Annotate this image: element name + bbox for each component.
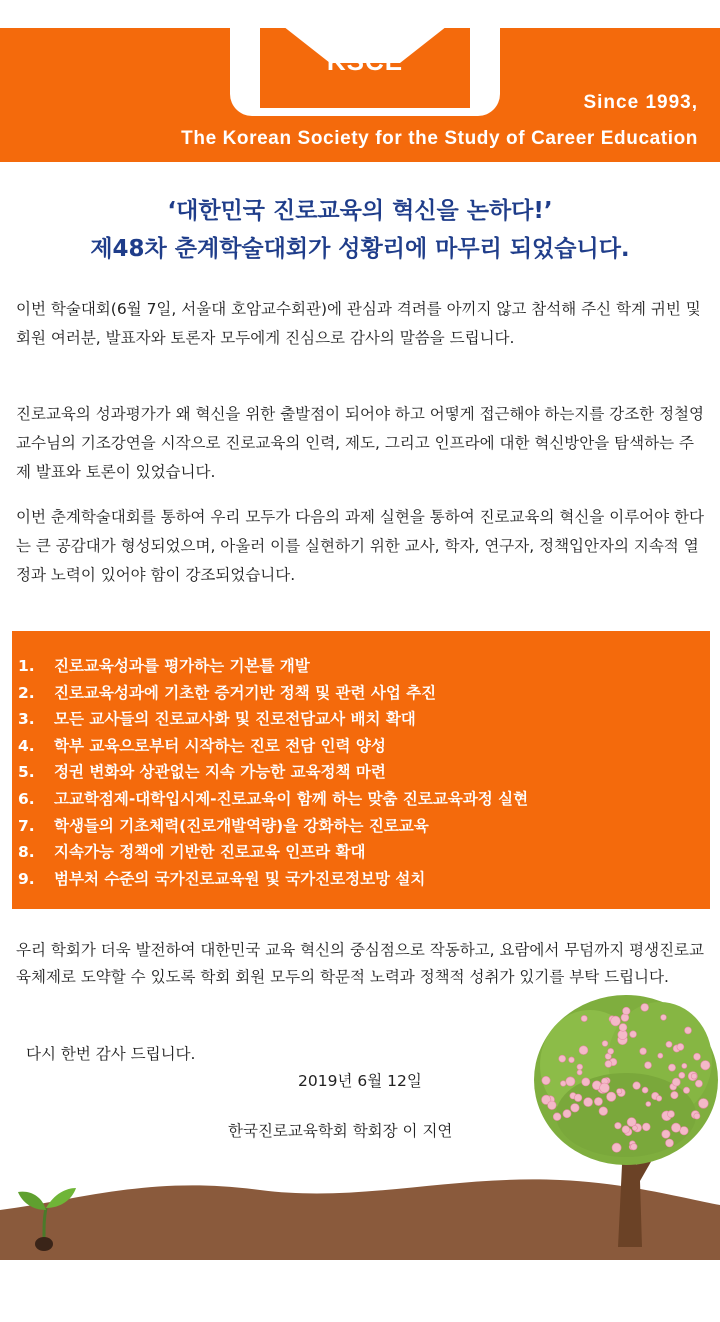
blossom-flower <box>569 1057 575 1063</box>
task-text: 범부처 수준의 국가진로교육원 및 국가진로정보망 설치 <box>54 869 426 888</box>
blossom-flower <box>602 1041 608 1047</box>
blossom-flower <box>571 1104 580 1113</box>
blossom-flower <box>577 1070 582 1075</box>
blossom-flower <box>600 1083 610 1093</box>
blossom-flower <box>617 1089 622 1094</box>
blossom-flower <box>640 1048 647 1055</box>
society-name: The Korean Society for the Study of Career Education <box>181 128 698 149</box>
blossom-flower <box>694 1053 701 1060</box>
header-banner <box>0 28 720 162</box>
blossom-flower <box>699 1099 709 1109</box>
blossom-flower <box>685 1027 692 1034</box>
blossom-flower <box>584 1098 593 1107</box>
task-item <box>18 839 528 866</box>
signature-line: 한국진로교육학회 학회장 이 지연 <box>228 1122 453 1140</box>
blossom-flower <box>599 1107 608 1116</box>
task-list-box <box>12 631 710 909</box>
task-number: 3. <box>18 710 35 729</box>
blossom-flower <box>623 1007 631 1015</box>
blossom-flower <box>612 1143 621 1152</box>
date-line: 2019년 6월 12일 <box>298 1072 422 1090</box>
blossom-flower <box>683 1087 689 1093</box>
task-item <box>18 759 528 786</box>
blossom-flower <box>582 1078 590 1086</box>
closing-paragraph: 우리 학회가 더욱 발전하여 대한민국 교육 혁신의 중심점으로 작동하고, 요람에서 무덤까지 평생진로교육체제로 도약할 수 있도록 학회 회원 모두의 학문적 노력과 정책적 성취가 있기를 부탁 드립니다. <box>16 941 704 986</box>
blossom-flower <box>548 1101 557 1110</box>
headline-line-2: 제48차 춘계학술대회가 성황리에 마무리 되었습니다. <box>90 236 630 262</box>
blossom-flower <box>641 1004 649 1012</box>
blossom-flower <box>566 1077 575 1086</box>
blossom-flower <box>581 1015 587 1021</box>
task-text: 진로교육성과에 기초한 증거기반 정책 및 관련 사업 추진 <box>54 683 437 702</box>
blossom-flower <box>607 1092 616 1101</box>
blossom-flower <box>579 1046 588 1055</box>
blossom-flower <box>671 1091 678 1098</box>
task-item <box>18 653 528 680</box>
task-text: 진로교육성과를 평가하는 기본틀 개발 <box>54 657 310 675</box>
task-number: 9. <box>18 869 35 888</box>
blossom-flower <box>661 1015 667 1021</box>
task-number: 4. <box>18 736 35 755</box>
blossom-flower <box>619 1024 627 1032</box>
headline-line-1: ‘대한민국 진로교육의 혁신을 논하다!’ <box>167 198 553 224</box>
paragraph-consensus: 이번 춘계학술대회를 통하여 우리 모두가 다음의 과제 실현을 통하여 진로교육의 혁신을 이루어야 한다는 큰 공감대가 형성되었으며, 아울러 이를 실현하기 위한 교사, 학자, 연구자, 정책입안자의 지속적 열정과 노력이 있어야 함이 강조되었습니다. <box>16 508 704 584</box>
task-text: 정권 변화와 상관없는 지속 가능한 교육정책 마련 <box>54 763 386 782</box>
blossom-flower <box>645 1062 652 1069</box>
blossom-flower <box>632 1125 637 1130</box>
blossom-flower <box>563 1110 571 1118</box>
blossom-flower <box>630 1031 637 1038</box>
task-list <box>18 653 528 892</box>
blossom-flower <box>680 1127 688 1135</box>
task-item <box>18 813 528 840</box>
blossom-flower <box>682 1063 687 1068</box>
task-item <box>18 866 528 893</box>
blossom-flower <box>679 1072 685 1078</box>
task-number: 8. <box>18 843 35 862</box>
blossom-flower <box>671 1123 680 1132</box>
blossom-flower <box>577 1064 583 1070</box>
blossom-flower <box>542 1076 550 1084</box>
task-text: 고교학점제-대학입시제-진로교육이 함께 하는 맞춤 진로교육과정 실현 <box>54 789 529 808</box>
blossom-flower <box>666 1139 674 1147</box>
blossom-flower <box>560 1081 566 1087</box>
task-text: 모든 교사들의 진로교사화 및 진로전담교사 배치 확대 <box>54 710 416 729</box>
blossom-flower <box>691 1073 697 1079</box>
paragraph-thanks: 이번 학술대회(6월 7일, 서울대 호암교수회관)에 관심과 격려를 아끼지 않고 참석해 주신 학계 귀빈 및 회원 여러분, 발표자와 토론자 모두에게 진심으로 감사의 말씀을 드립니다. <box>16 300 701 347</box>
task-text: 학생들의 기초체력(진로개발역량)을 강화하는 진로교육 <box>54 816 429 835</box>
task-item <box>18 706 528 733</box>
blossom-flower <box>658 1053 663 1058</box>
blossom-flower <box>642 1123 650 1131</box>
blossom-flower <box>574 1094 582 1102</box>
blossom-flower <box>668 1064 675 1071</box>
blossom-flower <box>622 1126 630 1134</box>
blossom-flower <box>615 1122 622 1129</box>
task-item <box>18 680 528 707</box>
blossom-flower <box>594 1097 602 1105</box>
blossom-flower <box>642 1087 648 1093</box>
logo-text: KSCE <box>326 46 404 76</box>
blossom-flower <box>656 1096 662 1102</box>
task-item <box>18 733 528 760</box>
paragraph-keynote: 진로교육의 성과평가가 왜 혁신을 위한 출발점이 되어야 하고 어떻게 접근해야 하는지를 강조한 정철영 교수님의 기조강연을 시작으로 진로교육의 인력, 제도, 그리고 인프라에 대한 혁신방안을 탐색하는 주제 발표와 토론이 있었습니다. <box>16 405 704 481</box>
blossom-flower <box>672 1078 680 1086</box>
blossom-flower <box>695 1080 702 1087</box>
blossom-flower <box>666 1041 672 1047</box>
task-number: 2. <box>18 683 35 702</box>
blossom-flower <box>633 1082 641 1090</box>
task-number: 6. <box>18 789 35 808</box>
blossom-flower <box>694 1113 700 1119</box>
task-number: 1. <box>18 657 35 675</box>
task-item <box>18 786 528 813</box>
blossom-flower <box>662 1130 670 1138</box>
blossom-flower <box>608 1048 614 1054</box>
blossom-flower <box>646 1102 651 1107</box>
blossom-tree-icon <box>530 985 720 1247</box>
blossom-flower <box>553 1113 561 1121</box>
task-number: 5. <box>18 763 35 782</box>
blossom-flower <box>677 1043 684 1050</box>
task-text: 지속가능 정책에 기반한 진로교육 인프라 확대 <box>54 843 366 862</box>
blossom-flower <box>611 1016 621 1026</box>
sprout-icon <box>14 1180 78 1254</box>
task-number: 7. <box>18 816 35 835</box>
blossom-flower <box>605 1060 612 1067</box>
task-text: 학부 교육으로부터 시작하는 진로 전담 인력 양성 <box>54 736 386 755</box>
blossom-flower <box>559 1055 566 1062</box>
blossom-flower <box>631 1143 638 1150</box>
blossom-flower <box>668 1111 675 1118</box>
blossom-flower <box>701 1061 710 1070</box>
since-text: Since 1993, <box>583 92 698 113</box>
logo <box>230 28 500 116</box>
thanks-line: 다시 한번 감사 드립니다. <box>26 1045 196 1063</box>
